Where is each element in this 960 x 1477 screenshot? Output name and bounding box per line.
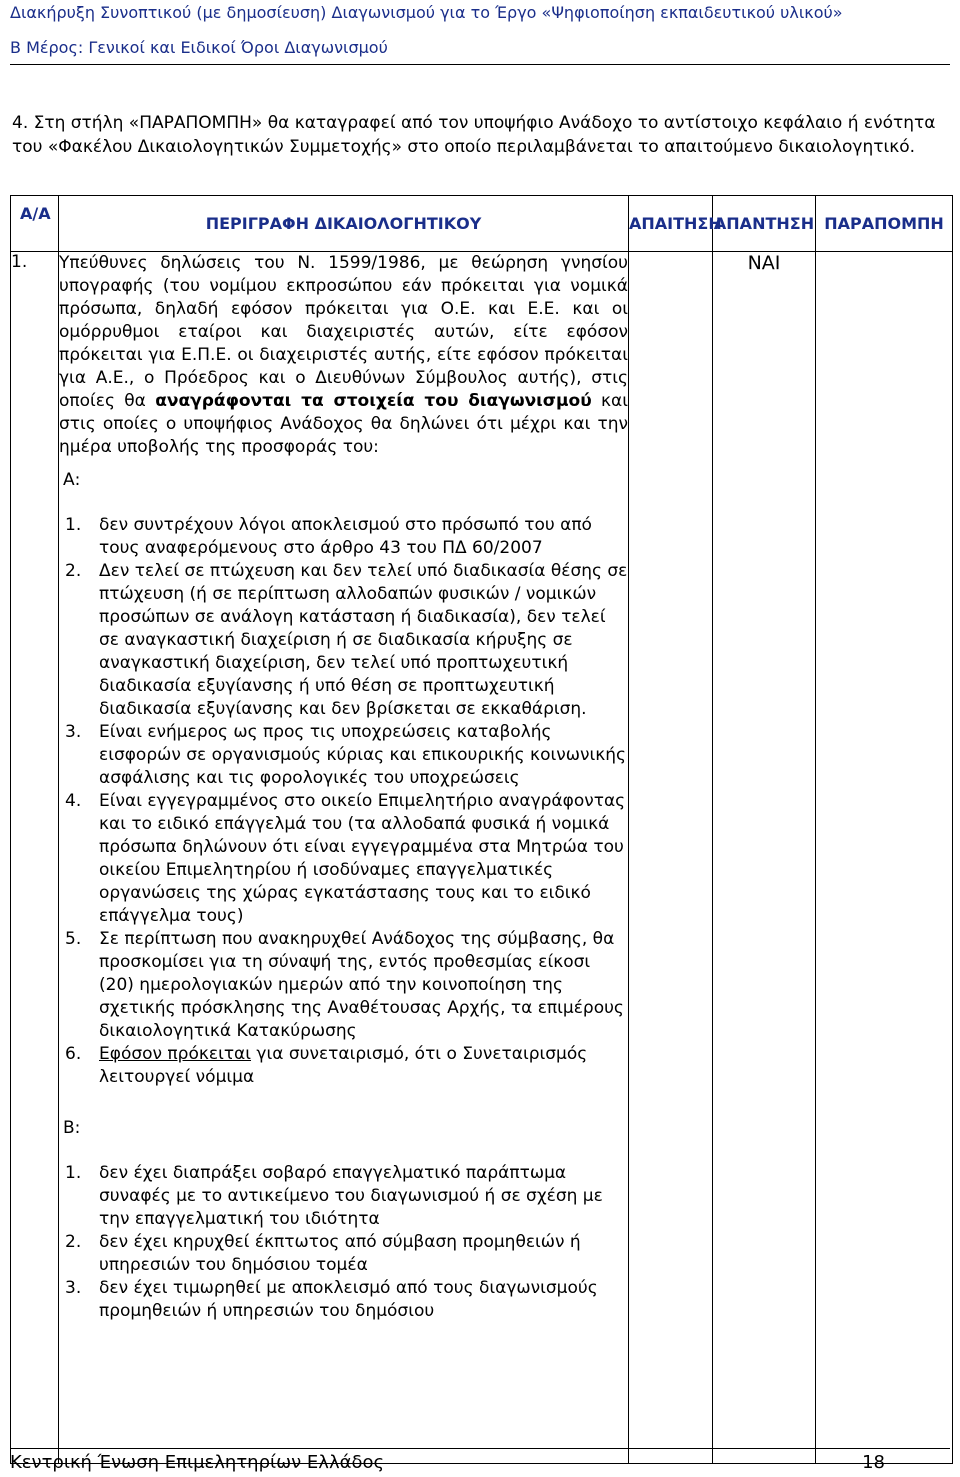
requirements-table bbox=[10, 195, 953, 1464]
list-item: 3. δεν έχει τιμωρηθεί με αποκλεισμό από τους διαγωνισμούς προμηθειών ή υπηρεσιών του δημόσιου bbox=[65, 1278, 598, 1321]
section-a-list bbox=[59, 514, 628, 1089]
col-header-description: ΠΕΡΙΓΡΑΦΗ ΔΙΚΑΙΟΛΟΓΗΤΙΚΟΥ bbox=[59, 196, 629, 252]
header-divider bbox=[10, 64, 950, 65]
footer-organization: Κεντρική Ένωση Επιμελητηρίων Ελλάδος bbox=[10, 1452, 385, 1473]
row-reference-cell bbox=[816, 252, 953, 1464]
list-item: 2. Δεν τελεί σε πτώχευση και δεν τελεί υπό διαδικασία θέσης σε πτώχευση (ή σε περίπτωση αλλοδαπών φυσικών / νομικών προσώπων σε ανάλογη κατάσταση ή διαδικασία), δεν τελεί σε αναγκαστική διαχείριση ή σε διαδικασία κήρυξης σε αναγκαστική διαχείριση, δεν τελεί υπό προπτωχευτική διαδικασία εξυγίανσης ή υπό θέση σε προπτωχευτική διαδικασία εξυγίανσης και δεν βρίσκεται σε εκκαθάριση. bbox=[65, 561, 628, 719]
table-row bbox=[11, 252, 953, 1464]
document-header-part: Β Μέρος: Γενικοί και Ειδικοί Όροι Διαγωνισμού bbox=[10, 38, 388, 57]
row-requirement-cell bbox=[629, 252, 713, 1464]
section-b-list bbox=[59, 1162, 628, 1323]
row-answer: ΝΑΙ bbox=[713, 252, 816, 1464]
col-header-reference: ΠΑΡΑΠΟΜΠΗ bbox=[816, 196, 953, 252]
footer-divider bbox=[10, 1448, 950, 1449]
list-item: 1. δεν έχει διαπράξει σοβαρό επαγγελματικό παράπτωμα συναφές με το αντικείμενο του διαγωνισμού ή σε σχέση με την επαγγελματική του ιδιότητα bbox=[65, 1163, 603, 1229]
col-header-answer: ΑΠΑΝΤΗΣΗ bbox=[713, 196, 816, 252]
description-text-part1: Υπεύθυνες δηλώσεις του Ν. 1599/1986, με θεώρηση γνησίου υπογραφής (του νομίμου εκπροσώπου εάν πρόκειται για νομικά πρόσωπα, δηλαδή εφόσον πρόκειται για Ο.Ε. και Ε.Ε. και οι ομόρρυθμοι εταίροι και διαχειριστές αυτών, είτε εφόσον πρόκειται για Ε.Π.Ε. οι διαχειριστές αυτής, είτε εφόσον πρόκειται για Α.Ε., ο Πρόεδρος και ο Διευθύνων Σύμβουλος αυτής), στις οποίες θα bbox=[59, 253, 628, 411]
col-header-number: Α/Α bbox=[11, 196, 59, 252]
intro-paragraph: 4. Στη στήλη «ΠΑΡΑΠΟΜΠΗ» θα καταγραφεί από τον υποψήφιο Ανάδοχο το αντίστοιχο κεφάλαιο ή ενότητα του «Φακέλου Δικαιολογητικών Συμμετοχής» στο οποίο περιλαμβάνεται το απαιτούμενο δικαιολογητικό. bbox=[12, 113, 936, 157]
col-header-requirement: ΑΠΑΙΤΗΣΗ bbox=[629, 196, 713, 252]
list-item: 3. Είναι ενήμερος ως προς τις υποχρεώσεις καταβολής εισφορών σε οργανισμούς κύριας και επικουρικής κοινωνικής ασφάλισης και τις φορολογικές του υποχρεώσεις bbox=[65, 722, 626, 788]
page-number: 18 bbox=[862, 1452, 885, 1473]
list-item: 1. δεν συντρέχουν λόγοι αποκλεισμού στο πρόσωπό του από τους αναφερόμενους στο άρθρο 43 του ΠΔ 60/2007 bbox=[65, 515, 592, 558]
description-text-bold: αναγράφονται τα στοιχεία του διαγωνισμού bbox=[155, 391, 592, 411]
document-header-title: Διακήρυξη Συνοπτικού (με δημοσίευση) Διαγωνισμού για το Έργο «Ψηφιοποίηση εκπαιδευτικού υλικού» bbox=[10, 3, 843, 22]
section-a-label: Α: bbox=[63, 470, 81, 490]
section-b-label: Β: bbox=[63, 1118, 81, 1138]
list-item: 2. δεν έχει κηρυχθεί έκπτωτος από σύμβαση προμηθειών ή υπηρεσιών του δημόσιου τομέα bbox=[65, 1232, 581, 1275]
table-header-row bbox=[11, 196, 953, 252]
description-text-part2: και στις οποίες ο υποψήφιος Ανάδοχος θα δηλώνει ότι μέχρι και την ημέρα υποβολής της προσφοράς του: bbox=[59, 391, 629, 457]
list-item: 5. Σε περίπτωση που ανακηρυχθεί Ανάδοχος της σύμβασης, θα προσκομίσει για τη σύναψή της, εντός προθεσμίας είκοσι (20) ημερολογιακών ημερών από την κοινοποίηση της σχετικής πρόσκλησης της Αναθέτουσας Αρχής, τα επιμέρους δικαιολογητικά Κατακύρωσης bbox=[65, 929, 624, 1041]
list-item: 4. Είναι εγγεγραμμένος στο οικείο Επιμελητήριο αναγράφοντας και το ειδικό επάγγελμά του (τα αλλοδαπά φυσικά ή νομικά πρόσωπα δηλώνουν ότι είναι εγγεγραμμένα στα Μητρώα του οικείου Επιμελητηρίου ή ισοδύναμες επαγγελματικές οργανώσεις της χώρας εγκατάστασης τους και το ειδικό επάγγελμα τους) bbox=[65, 791, 626, 926]
row-number: 1. bbox=[11, 252, 59, 1464]
list-item: 6. Εφόσον πρόκειται για συνεταιρισμό, ότι ο Συνεταιρισμός λειτουργεί νόμιμα bbox=[65, 1044, 588, 1087]
description-main-text bbox=[59, 252, 628, 459]
row-description bbox=[59, 252, 629, 1464]
